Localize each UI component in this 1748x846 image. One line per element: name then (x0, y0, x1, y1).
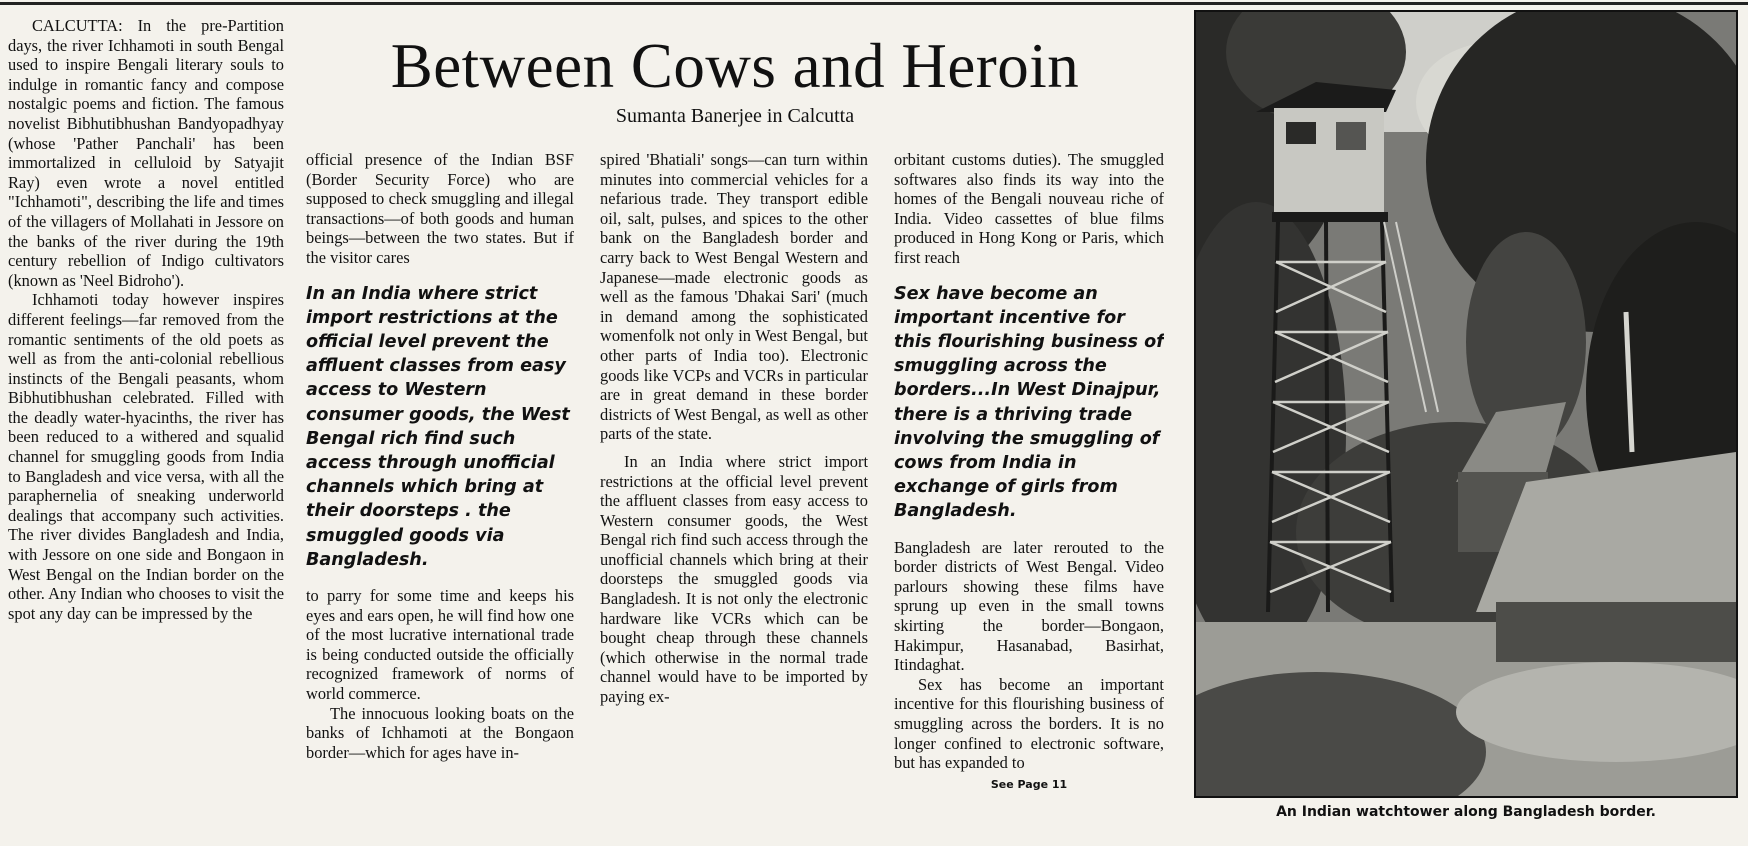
column-4 (894, 150, 1164, 844)
headline: Between Cows and Heroin (390, 31, 1080, 101)
continuation-note: See Page 11 (990, 777, 1068, 791)
column-1 (8, 16, 284, 844)
paragraph: to parry for some time and keeps his eyes and ears open, he will find how one of the most lucrative international trade is being conducted outside the officially recognized framework of norms of world commerce. (306, 586, 574, 703)
column-2 (306, 150, 574, 844)
column-3 (600, 150, 868, 844)
paragraph: Bangladesh are later rerouted to the border districts of West Bengal. Video parlours showing these films have sprung up even in the small towns skirting the border—Bongaon, Hakimpur, Hasanabad, Basirhat, Itindaghat. (894, 537, 1164, 675)
paragraph: Ichhamoti today however inspires different feelings—far removed from the romantic sentiments of the old poets as well as from the anti-colonial rebellious instincts of the Bengali peasants, whom Bibhutibhushan celebrated. Filled with the deadly water-hyacinths, the river has been reduced to a withered and squalid channel for smuggling goods from India to Bangladesh and vice versa, with all the paraphernelia of sneaking underworld dealings that accompany such activities. The river divides Bangladesh and India, with Jessore on one side and Bongaon in West Bengal on the Indian border on the other. Any Indian who chooses to visit the spot any day can be impressed by the (8, 290, 284, 623)
paragraph: The innocuous looking boats on the banks of Ichhamoti at the Bongaon border—which for ages have in- (306, 703, 574, 762)
paragraph: In an India where strict import restrictions at the official level prevent the affluent classes from easy access to Western consumer goods, the West Bengal rich find such access through the unofficial channels which bring at their doorsteps the smuggled goods via Bangladesh. It is not only the electronic hardware like VCRs which can be bought cheap through these channels (which otherwise in the normal trade channel would have to be imported by paying ex- (600, 451, 868, 707)
photo-caption: An Indian watchtower along Bangladesh border. (1276, 804, 1656, 820)
paragraph: Sex has become an important incentive for this flourishing business of smuggling across the borders. It is no longer confined to electronic software, but has expanded to (894, 674, 1164, 773)
pull-quote: Sex have become an important incentive for this flourishing business of smuggling across the borders...In West Dinajpur, there is a thriving trade involving the smuggling of cows from India in exchange of girls from Bangladesh. (894, 283, 1164, 522)
top-rule (0, 2, 1748, 5)
watchtower-photo (1194, 10, 1738, 798)
pull-quote: In an India where strict import restrictions at the official level prevent the affluent classes from easy access to Western consumer goods, the West Bengal rich find such access through unofficial channels which bring at their doorsteps . the smuggled goods via Bangladesh. (306, 283, 570, 570)
paragraph: official presence of the Indian BSF (Border Security Force) who are supposed to check smuggling and illegal transactions—of both goods and human beings—between the two states. But if the visitor cares (306, 150, 574, 267)
paragraph: spired 'Bhatiali' songs—can turn within minutes into commercial vehicles for a nefarious trade. They transport edible oil, salt, pulses, and spices to the other bank on the Bangladesh border and carry back to West Bengal Western and Japanese—made electronic goods as well as the famous 'Dhakai Sari' (much in demand among the sophisticated womenfolk not only in West Bengal, but other parts of India too). Electronic goods like VCPs and VCRs in particular are in great demand in these border districts of West Bengal, as well as other parts of the state. (600, 150, 868, 444)
byline: Sumanta Banerjee in Calcutta (615, 105, 855, 127)
watchtower-photo-icon (1196, 12, 1736, 796)
paragraph: orbitant customs duties). The smuggled softwares also finds its way into the homes of the Bengali nouveau riche of India. Video cassettes of blue films produced in Hong Kong or Paris, which first reach (894, 150, 1164, 267)
paragraph: CALCUTTA: In the pre-Partition days, the river Ichhamoti in south Bengal used to inspire Bengali literary souls to indulge in romantic fancy and compose nostalgic poems and fiction. The famous novelist Bibhutibhushan Bandyopadhyay (whose 'Pather Panchali' has been immortalized in celluloid by Satyajit Ray) even wrote a novel entitled "Ichhamoti", describing the life and times of the villagers of Mollahati in Jessore on the banks of the river during the 19th century rebellion of Indigo cultivators (known as 'Neel Bidroho'). (8, 16, 284, 290)
